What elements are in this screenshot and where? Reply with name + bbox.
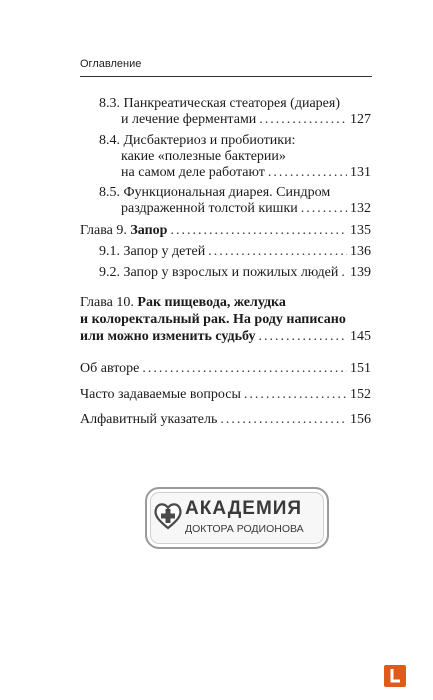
toc-number: 8.5. (99, 185, 120, 200)
toc-text: Дисбактериоз и пробиотики: (123, 133, 296, 148)
chapter-title: или можно изменить судьбу (80, 329, 256, 344)
academy-logo (145, 487, 329, 549)
toc-text: на самом деле работают (121, 165, 265, 180)
toc-number: 8.3. (99, 96, 120, 111)
leader-dots (170, 222, 347, 240)
toc-entry-8-5-cont (121, 200, 371, 218)
toc-chapter-10-cont2 (80, 328, 371, 346)
toc-number: 8.4. (99, 133, 120, 148)
toc-text: Панкреатическая стеаторея (диарея) (123, 96, 340, 111)
toc-chapter-9 (80, 222, 371, 240)
running-head: Оглавление (80, 58, 142, 70)
toc-page: 145 (350, 329, 371, 344)
toc-page: 131 (350, 165, 371, 180)
leader-dots (268, 164, 347, 182)
toc-text: Часто задаваемые вопросы (80, 387, 241, 402)
leader-dots (259, 111, 347, 129)
toc-entry-8-4-cont2 (121, 164, 371, 182)
toc-about-author (80, 360, 371, 378)
toc-text: Об авторе (80, 361, 140, 376)
toc-text: раздраженной толстой кишки (121, 201, 298, 216)
chapter-prefix: Глава 10. (80, 295, 134, 310)
toc-page: 135 (350, 223, 371, 238)
toc-text: и лечение ферментами (121, 112, 257, 127)
toc-text: Запор у детей (123, 244, 206, 259)
toc-number: 9.1. (99, 244, 120, 259)
toc-page: 139 (350, 265, 371, 280)
chapter-title: и колоректальный рак. На роду написано (80, 312, 346, 327)
leader-dots (244, 386, 347, 404)
logo-title: АКАДЕМИЯ (185, 498, 303, 519)
toc-entry-9-1 (99, 243, 371, 261)
toc-text: какие «полезные бактерии» (121, 149, 286, 164)
toc-faq (80, 386, 371, 404)
logo-subtitle: ДОКТОРА РОДИОНОВА (185, 523, 304, 535)
toc-page: 136 (350, 244, 371, 259)
header-rule (80, 76, 372, 77)
toc-chapter-10-cont (80, 311, 346, 329)
toc-entry-8-3-cont (121, 111, 371, 129)
heart-cross-icon (153, 501, 183, 531)
toc-entry-9-2 (99, 264, 371, 282)
toc-page: 151 (350, 361, 371, 376)
leader-dots (258, 328, 347, 346)
toc-index (80, 411, 371, 429)
publisher-l-icon (384, 665, 406, 687)
toc-chapter-10 (80, 294, 286, 312)
toc-page: 156 (350, 412, 371, 427)
chapter-title: Рак пищевода, желудка (137, 295, 286, 310)
chapter-title: Запор (130, 223, 168, 238)
toc-page: 127 (350, 112, 371, 127)
toc-text: Запор у взрослых и пожилых людей (123, 265, 339, 280)
toc-text: Функциональная диарея. Синдром (123, 185, 331, 200)
toc-number: 9.2. (99, 265, 120, 280)
leader-dots (341, 264, 347, 282)
leader-dots (220, 411, 347, 429)
toc-page: 132 (350, 201, 371, 216)
toc-text: Алфавитный указатель (80, 412, 218, 427)
chapter-prefix: Глава 9. (80, 223, 127, 238)
leader-dots (208, 243, 347, 261)
leader-dots (142, 360, 347, 378)
toc-page: 152 (350, 387, 371, 402)
leader-dots (301, 200, 347, 218)
